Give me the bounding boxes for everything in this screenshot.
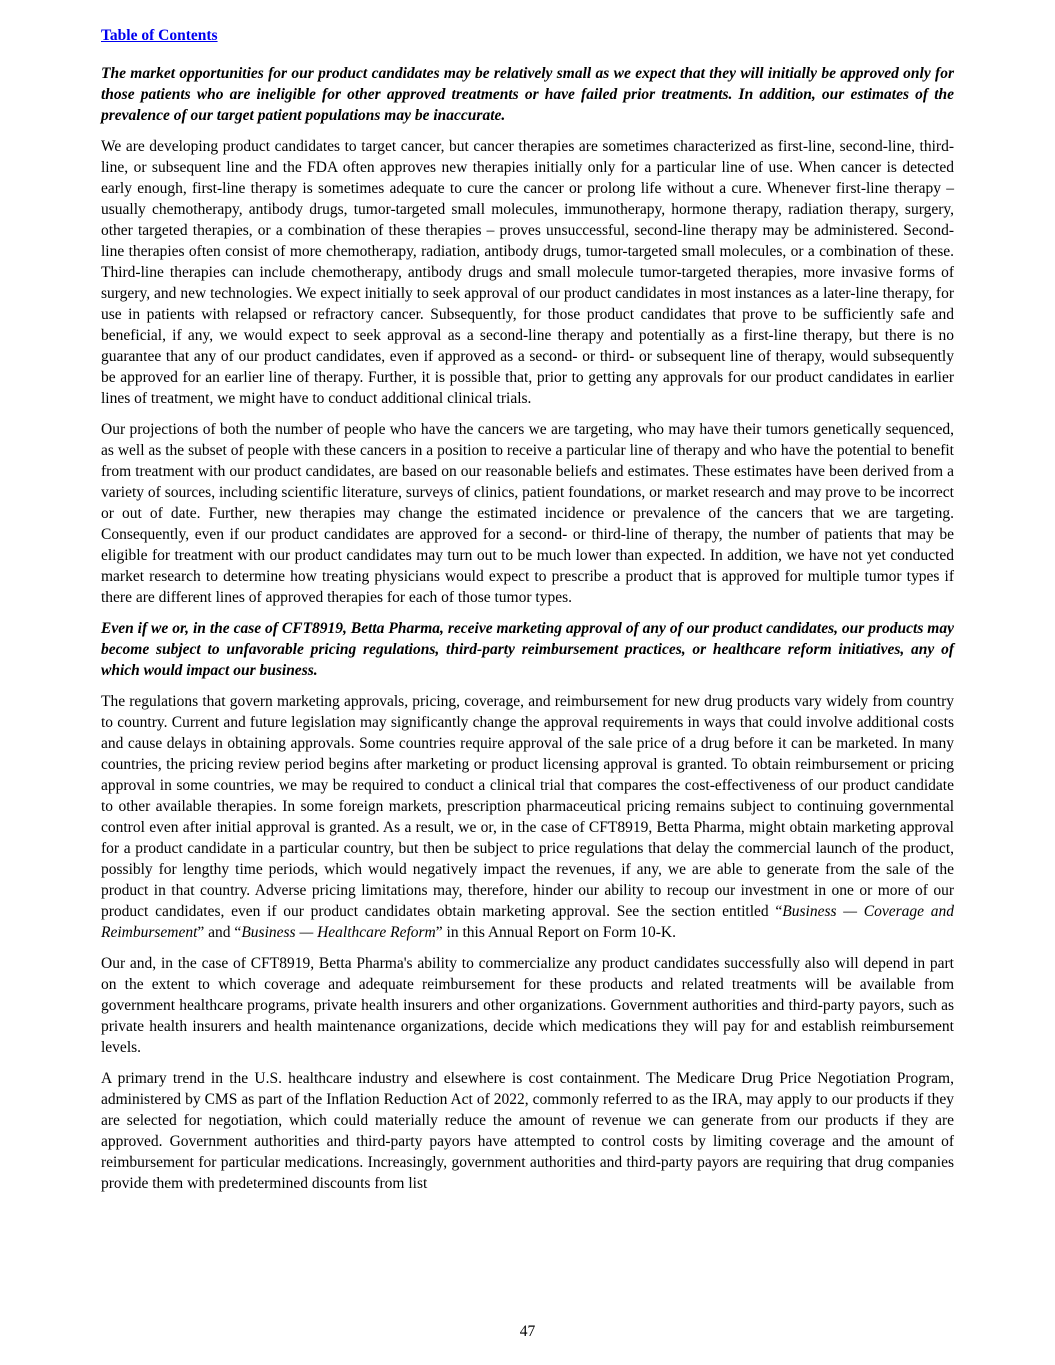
paragraph-lines-of-therapy: We are developing product candidates to target cancer, but cancer therapies are sometimes characterized as first-line, second-line, third-line, or subsequent line and the FDA often approves new therapies initially only for a particular line of use. When cancer is detected early enough, first-line therapy is sometimes adequate to cure the cancer or prolong life without a cure. Whenever first-line therapy – usually chemotherapy, antibody drugs, tumor-targeted small molecules, immunotherapy, hormone therapy, radiation therapy, surgery, other targeted therapies, or a combination of these therapies – proves unsuccessful, second-line therapy may be administered. Second-line therapies often consist of more chemotherapy, radiation, antibody drugs, tumor-targeted small molecules, or a combination of these. Third-line therapies can include chemotherapy, antibody drugs and small molecule tumor-targeted therapies, more invasive forms of surgery, and new technologies. We expect initially to seek approval of our product candidates in most instances as a later-line therapy, for use in patients with relapsed or refractory cancer. Subsequently, for those product candidates that prove to be sufficiently safe and beneficial, if any, we would expect to seek approval as a second-line therapy and potentially as a first-line therapy, but there is no guarantee that any of our product candidates, even if approved as a second- or third- or subsequent line of therapy, would subsequently be approved for an earlier line of therapy. Further, it is possible that, prior to getting any approvals for our product candidates in earlier lines of treatment, we might have to conduct additional clinical trials. [101,138,954,407]
risk-heading-market-opportunities: The market opportunities for our product candidates may be relatively small as we expect that they will initially be approved only for those patients who are ineligible for other approved treatments or have failed prior treatments. In addition, our estimates of the prevalence of our target patient populations may be inaccurate. [101,65,954,124]
paragraph-commercialize: Our and, in the case of CFT8919, Betta Pharma's ability to commercialize any product candidates successfully also will depend in part on the extent to which coverage and adequate reimbursement for these products and related treatments will be available from government healthcare programs, private health insurers and other organizations. Government authorities and third-party payors, such as private health insurers and health maintenance organizations, decide which medications they will pay for and establish reimbursement levels. [101,955,954,1056]
table-of-contents-link[interactable]: Table of Contents [101,27,218,44]
paragraph-regulations [101,691,954,943]
paragraph-cost-containment: A primary trend in the U.S. healthcare industry and elsewhere is cost containment. The Medicare Drug Price Negotiation Program, administered by CMS as part of the Inflation Reduction Act of 2022, commonly referred to as the IRA, may apply to our products if they are selected for negotiation, which could materially reduce the amount of revenue we can generate from our products if they are approved. Government authorities and third-party payors have attempted to control costs by limiting coverage and the amount of reimbursement for particular medications. Increasingly, government authorities and third-party payors are requiring that drug companies provide them with predetermined discounts from list [101,1070,954,1192]
paragraph-projections: Our projections of both the number of people who have the cancers we are targeting, who may have their tumors genetically sequenced, as well as the subset of people with these cancers in a position to receive a particular line of therapy and who have the potential to benefit from treatment with our product candidates, are based on our reasonable beliefs and estimates. These estimates have been derived from a variety of sources, including scientific literature, surveys of clinics, patient foundations, or market research and may prove to be incorrect or out of date. Further, new therapies may change the estimated incidence or prevalence of the cancers that we are targeting. Consequently, even if our product candidates are approved for a second- or third-line of therapy, the number of patients that may be eligible for treatment with our product candidates may turn out to be much lower than expected. In addition, we have not yet conducted market research to determine how treating physicians would expect to prescribe a product that is approved for multiple tumor types if there are different lines of approved therapies for each of those tumor types. [101,421,954,606]
paragraph-regulations-end: ” in this Annual Report on Form 10-K. [435,924,677,941]
paragraph-regulations-joiner: ” and “ [197,924,242,941]
risk-heading-pricing-regulations: Even if we or, in the case of CFT8919, Betta Pharma, receive marketing approval of any of our product candidates, our products may become subject to unfavorable pricing regulations, third-party reimbursement practices, or healthcare reform initiatives, any of which would impact our business. [101,620,954,679]
document-page [101,26,954,1194]
section-reference-healthcare-reform: Business — Healthcare Reform [241,924,436,941]
spacer [101,46,954,63]
paragraph-regulations-body: The regulations that govern marketing approvals, pricing, coverage, and reimbursement for new drug products vary widely from country to country. Current and future legislation may significantly change the approval requirements in ways that could involve additional costs and cause delays in obtaining approvals. Some countries require approval of the sale price of a drug before it can be marketed. In many countries, the pricing review period begins after marketing or product licensing approval is granted. To obtain reimbursement or pricing approval in some countries, we may be required to conduct a clinical trial that compares the cost-effectiveness of our product candidate to other available therapies. In some foreign markets, prescription pharmaceutical pricing remains subject to continuing governmental control even after initial approval is granted. As a result, we or, in the case of CFT8919, Betta Pharma, might obtain marketing approval for a product candidate in a particular country, but then be subject to price regulations that delay the commercial launch of the product, possibly for lengthy time periods, which would negatively impact the revenues, if any, we are able to generate from the sale of the product in that country. Adverse pricing limitations may, therefore, hinder our ability to recoup our investment in one or more of our product candidates, even if our product candidates obtain marketing approval. See the section entitled “ [101,693,954,920]
section-reference-coverage: Business — Coverage and Reimbursement [101,903,954,941]
page-number: 47 [519,1323,536,1340]
